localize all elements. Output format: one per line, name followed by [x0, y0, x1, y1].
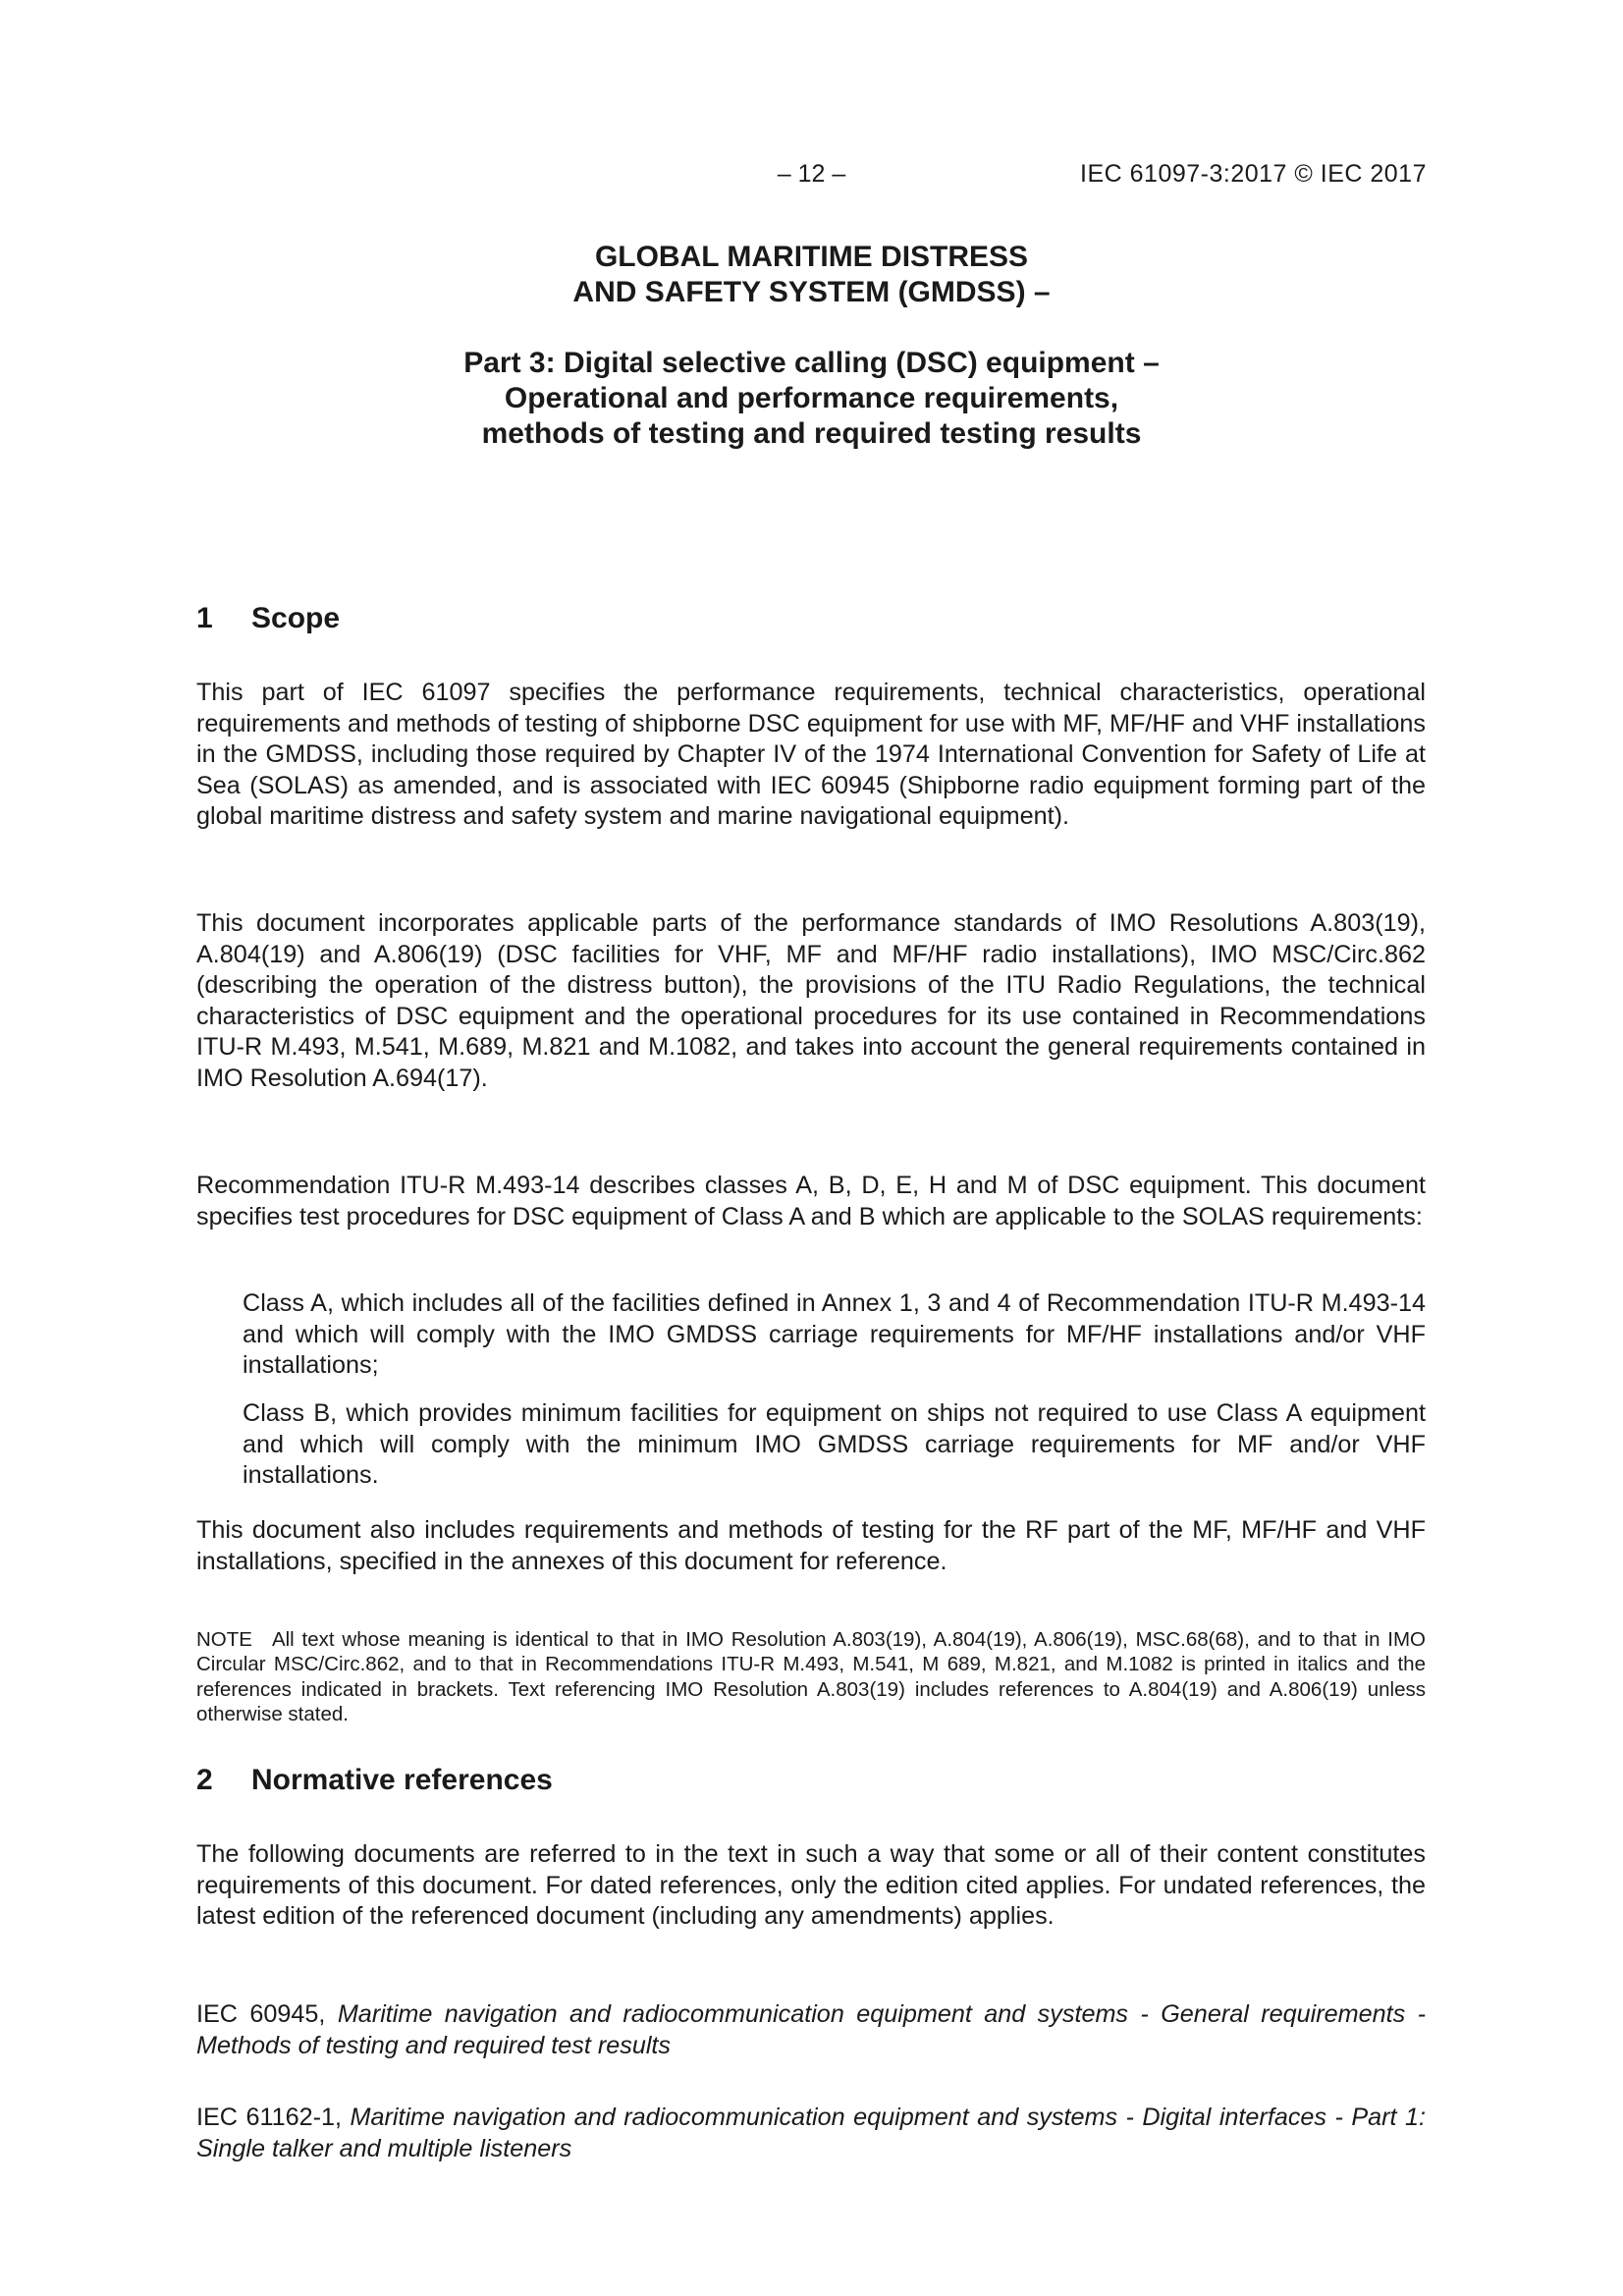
class-a-item: Class A, which includes all of the facilities defined in Annex 1, 3 and 4 of Recommendation ITU-R M.493-14 and which will comply with the IMO GMDSS carriage requirements for MF/HF installations and/or VHF installations; [243, 1289, 1426, 1380]
subtitle-line-1: Part 3: Digital selective calling (DSC) equipment – [463, 347, 1160, 379]
scope-paragraph-2: This document incorporates applicable parts of the performance standards of IMO Resolutions A.803(19), A.804(19) and A.806(19) (DSC facilities for VHF, MF and MF/HF radio installations), IMO MSC/Circ.862 (describing the operation of the distress button), the provisions of the ITU Radio Regulations, the technical characteristics of DSC equipment and the operational procedures for its use contained in Recommendations ITU-R M.493, M.541, M.689, M.821 and M.1082, and takes into account the general requirements contained in IMO Resolution A.694(17). [196, 909, 1426, 1092]
section-title: Scope [251, 602, 341, 634]
page-number: – 12 – [777, 160, 846, 188]
subtitle-line-2: Operational and performance requirements, [504, 382, 1119, 414]
scope-paragraph-3: Recommendation ITU-R M.493-14 describes classes A, B, D, E, H and M of DSC equipment. This document specifies test procedures for DSC equipment of Class A and B which are applicable to the SOLAS requirements: [196, 1172, 1426, 1230]
note-text: All text whose meaning is identical to that in IMO Resolution A.803(19), A.804(19), A.806(19), MSC.68(68), and to that in IMO Circular MSC/Circ.862, and to that in Recommendations ITU-R M.493, M.541, M 689, M.821, and M.1082 is printed in italics and the references indicated in brackets. Text referencing IMO Resolution A.803(19) includes references to A.804(19) and A.806(19) unless otherwise stated. [196, 1628, 1426, 1726]
section-number: 1 [196, 602, 213, 634]
normative-paragraph: The following documents are referred to in the text in such a way that some or all of their content constitutes requirements of this document. For dated references, only the edition cited applies. For undated references, the latest edition of the referenced document (including any amendments) applies. [196, 1840, 1426, 1931]
note-block [196, 1627, 1426, 1727]
scope-paragraph-4: This document also includes requirements and methods of testing for the RF part of the MF, MF/HF and VHF installations, specified in the annexes of this document for reference. [196, 1516, 1426, 1575]
class-b-item: Class B, which provides minimum facilities for equipment on ships not required to use Class A equipment and which will comply with the minimum IMO GMDSS carriage requirements for MF and/or VHF installations. [243, 1399, 1426, 1490]
reference-id: IEC 61162-1, [196, 2104, 351, 2131]
section-number: 2 [196, 1764, 213, 1796]
page-header [196, 160, 1427, 193]
section-1-heading [196, 602, 340, 635]
reference-title: Maritime navigation and radiocommunication equipment and systems - Digital interfaces - Part 1: Single talker and multiple listeners [196, 2104, 1426, 2162]
normative-reference [196, 1999, 1426, 2061]
document-title [196, 240, 1427, 310]
document-reference: IEC 61097-3:2017 © IEC 2017 [1080, 160, 1427, 188]
reference-title: Maritime navigation and radiocommunication equipment and systems - General requirements - Methods of testing and required test results [196, 2000, 1426, 2059]
scope-paragraph-1: This part of IEC 61097 specifies the performance requirements, technical characteristics, operational requirements and methods of testing of shipborne DSC equipment for use with MF, MF/HF and VHF installations in the GMDSS, including those required by Chapter IV of the 1974 International Convention for Safety of Life at Sea (SOLAS) as amended, and is associated with IEC 60945 (Shipborne radio equipment forming part of the global maritime distress and safety system and marine navigational equipment). [196, 679, 1426, 831]
reference-id: IEC 60945, [196, 2000, 338, 2028]
normative-reference [196, 2103, 1426, 2164]
title-line-1: GLOBAL MARITIME DISTRESS [594, 241, 1029, 273]
section-title: Normative references [251, 1764, 553, 1796]
subtitle-line-3: methods of testing and required testing results [481, 417, 1142, 450]
title-line-2: AND SAFETY SYSTEM (GMDSS) – [572, 276, 1051, 308]
section-2-heading [196, 1764, 553, 1797]
document-subtitle [196, 346, 1427, 452]
note-label: NOTE [196, 1628, 252, 1651]
